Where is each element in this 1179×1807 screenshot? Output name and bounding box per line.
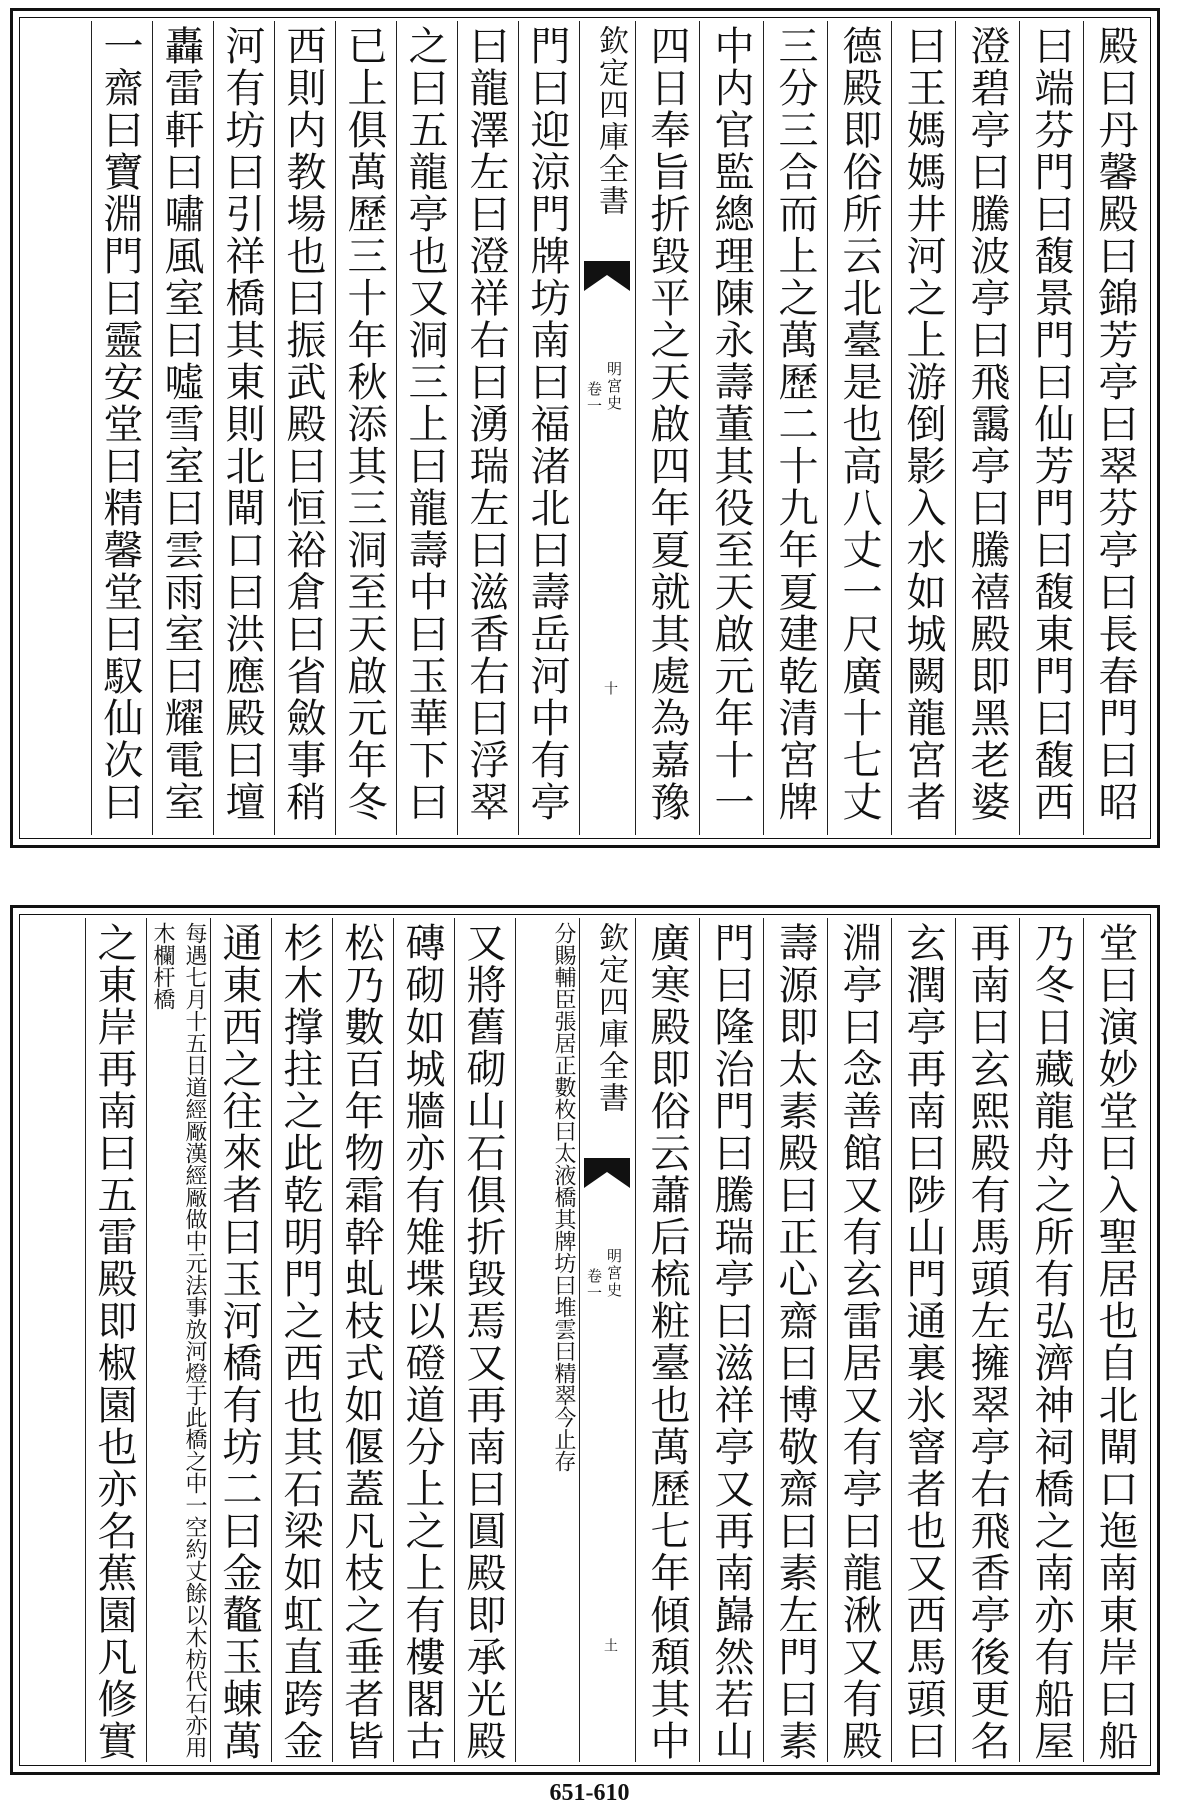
fish-tail-mark-icon (584, 261, 630, 291)
text-column: 轟雷軒曰嘯風室曰噓雪室曰雲雨室曰耀電室 (152, 21, 213, 835)
text-column: 曰王媽媽井河之上游倒影入水如城闕龍宮者 (891, 21, 955, 835)
text-column: 磚砌如城牆亦有雉堞以磴道分上之上有樓閣古 (393, 918, 454, 1762)
text-column: 河有坊曰引祥橋其東則北閘口曰洪應殿曰壇 (213, 21, 274, 835)
text-column: 曰龍澤左曰澄祥右曰湧瑞左曰滋香右曰浮翠 (457, 21, 518, 835)
volume-label: 卷一 (585, 381, 603, 415)
text-column: 堂曰演妙堂曰入聖居也自北閘口迤南東岸曰船 (1083, 918, 1147, 1762)
page-number: 651-610 (549, 1780, 630, 1806)
text-column: 玄潤亭再南曰陟山門通裏氷窨者也又西馬頭曰 (891, 918, 955, 1762)
text-column: 壽源即太素殿曰正心齋曰博敬齋曰素左門曰素 (763, 918, 827, 1762)
text-column: 殿曰丹馨殿曰錦芳亭曰翠芬亭曰長春門曰昭 (1083, 21, 1147, 835)
text-column: 每遇七月十五日道經厰漢經厰做中元法事放河燈于此橋之中一空約丈餘以木枋代石亦用木欄杆橋 (146, 918, 210, 1762)
text-column: 之曰五龍亭也又洞三上曰龍壽中曰玉華下曰 (396, 21, 457, 835)
text-column: 中内官監總理陳永壽董其役至天啟元年十一 (699, 21, 763, 835)
text-column: 乃冬日藏龍舟之所有弘濟神祠橋之南亦有船屋 (1019, 918, 1083, 1762)
fish-tail-mark-icon (584, 1158, 630, 1188)
text-column: 淵亭曰念善館又有玄雷居又有亭曰龍湫又有殿 (827, 918, 891, 1762)
text-column: 三分三合而上之萬歷二十九年夏建乾清宮牌 (763, 21, 827, 835)
text-column: 松乃數百年物霜幹虬枝式如偃蓋凡枝之垂者皆 (332, 918, 393, 1762)
text-column: 澄碧亭曰騰波亭曰飛靄亭曰騰禧殿即黑老婆 (955, 21, 1019, 835)
top-columns (23, 21, 1147, 835)
text-column: 又將舊砌山石俱折毀焉又再南曰圓殿即承光殿 (454, 918, 515, 1762)
center-gutter (579, 21, 635, 835)
bottom-columns (23, 918, 1147, 1762)
book-name: 明宮史 (605, 1248, 623, 1299)
text-column: 已上俱萬歷三十年秋添其三洞至天啟元年冬 (335, 21, 396, 835)
text-column: 分賜輔臣張居正數枚曰太液橋其牌坊曰堆雲曰精翠今止存 (515, 918, 579, 1762)
text-column: 門曰迎涼門牌坊南曰福渚北曰壽岳河中有亭 (518, 21, 579, 835)
text-column: 西則内教場也曰振武殿曰恒裕倉曰省斂事稍 (274, 21, 335, 835)
top-page-frame (10, 8, 1160, 848)
text-column: 曰端芬門曰馥景門曰仙芳門曰馥東門曰馥西 (1019, 21, 1083, 835)
gutter-title: 欽定四庫全書 (593, 922, 628, 1114)
center-gutter (579, 918, 635, 1762)
text-column: 廣寒殿即俗云蕭后梳粧臺也萬歷七年傾頽其中 (635, 918, 699, 1762)
book-name: 明宮史 (605, 361, 623, 412)
gutter-title: 欽定四庫全書 (593, 25, 628, 217)
text-column: 德殿即俗所云北臺是也高八丈一尺廣十七丈 (827, 21, 891, 835)
folio-number: 土 (602, 1638, 618, 1652)
volume-label: 卷一 (585, 1268, 603, 1302)
text-column: 一齋曰寶淵門曰靈安堂曰精馨堂曰馭仙次曰 (91, 21, 152, 835)
text-column: 四日奉旨折毀平之天啟四年夏就其處為嘉豫 (635, 21, 699, 835)
folio-number: 十 (602, 681, 618, 695)
bottom-page-frame (10, 905, 1160, 1775)
text-column: 之東岸再南曰五雷殿即椒園也亦名蕉園凡修實 (85, 918, 146, 1762)
text-column: 杉木撑拄之此乾明門之西也其石梁如虹直跨金 (271, 918, 332, 1762)
text-column: 門曰隆治門曰騰瑞亭曰滋祥亭又再南巋然若山 (699, 918, 763, 1762)
text-column: 再南曰玄熙殿有馬頭左擁翠亭右飛香亭後更名 (955, 918, 1019, 1762)
text-column: 通東西之往來者曰玉河橋有坊二曰金鼇玉蝀萬 (210, 918, 271, 1762)
